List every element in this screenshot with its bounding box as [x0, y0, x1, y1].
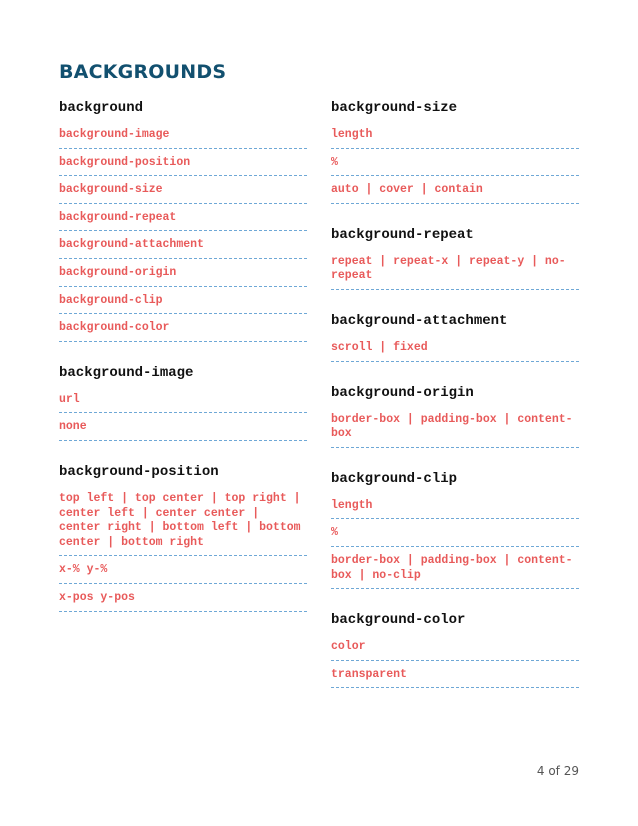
- property-value: border-box | padding-box | content-box: [331, 409, 579, 448]
- property-value: background-size: [59, 179, 307, 204]
- property-value: color: [331, 636, 579, 661]
- property-section: [331, 225, 579, 290]
- property-value: border-box | padding-box | content-box | no-clip: [331, 550, 579, 589]
- property-value: background-color: [59, 317, 307, 342]
- page-number: 4 of 29: [536, 764, 579, 778]
- property-values: [59, 389, 307, 441]
- property-section: [331, 98, 579, 204]
- property-section: [331, 610, 579, 688]
- left-column: [59, 98, 307, 633]
- property-value: repeat | repeat-x | repeat-y | no-repeat: [331, 251, 579, 290]
- property-value: x-% y-%: [59, 559, 307, 584]
- property-heading: background-image: [59, 364, 194, 381]
- property-value: background-attachment: [59, 234, 307, 259]
- property-value: scroll | fixed: [331, 337, 579, 362]
- property-value: x-pos y-pos: [59, 587, 307, 612]
- property-value: length: [331, 124, 579, 149]
- property-heading: background-attachment: [331, 312, 508, 329]
- property-heading: background-color: [331, 612, 466, 629]
- property-section: [331, 383, 579, 448]
- property-values: [331, 337, 579, 362]
- property-values: [331, 251, 579, 290]
- property-value: background-clip: [59, 290, 307, 315]
- property-heading: background-clip: [331, 470, 458, 487]
- property-values: [59, 124, 307, 342]
- property-value: background-position: [59, 152, 307, 177]
- property-section: [331, 311, 579, 362]
- property-values: [331, 409, 579, 448]
- property-value: background-image: [59, 124, 307, 149]
- property-value: %: [331, 152, 579, 177]
- property-value: background-repeat: [59, 207, 307, 232]
- property-section: [59, 98, 307, 342]
- property-values: [331, 495, 579, 589]
- property-value: top left | top center | top right | center left | center center | center right | bottom left | bottom center | bottom right: [59, 488, 307, 556]
- property-heading: background: [59, 100, 144, 116]
- property-heading: background-origin: [331, 384, 474, 401]
- property-heading: background-size: [331, 100, 458, 116]
- property-section: [59, 462, 307, 612]
- property-values: [331, 636, 579, 688]
- property-heading: background-position: [59, 463, 219, 480]
- property-value: url: [59, 389, 307, 414]
- property-value: none: [59, 416, 307, 441]
- property-value: auto | cover | contain: [331, 179, 579, 204]
- property-heading: background-repeat: [331, 226, 474, 243]
- right-column: [331, 98, 579, 709]
- property-value: background-origin: [59, 262, 307, 287]
- property-values: [59, 488, 307, 612]
- property-value: %: [331, 522, 579, 547]
- property-section: [59, 363, 307, 441]
- property-value: transparent: [331, 664, 579, 689]
- property-values: [331, 124, 579, 204]
- property-value: length: [331, 495, 579, 520]
- property-section: [331, 469, 579, 589]
- page-title: BACKGROUNDS: [59, 61, 227, 83]
